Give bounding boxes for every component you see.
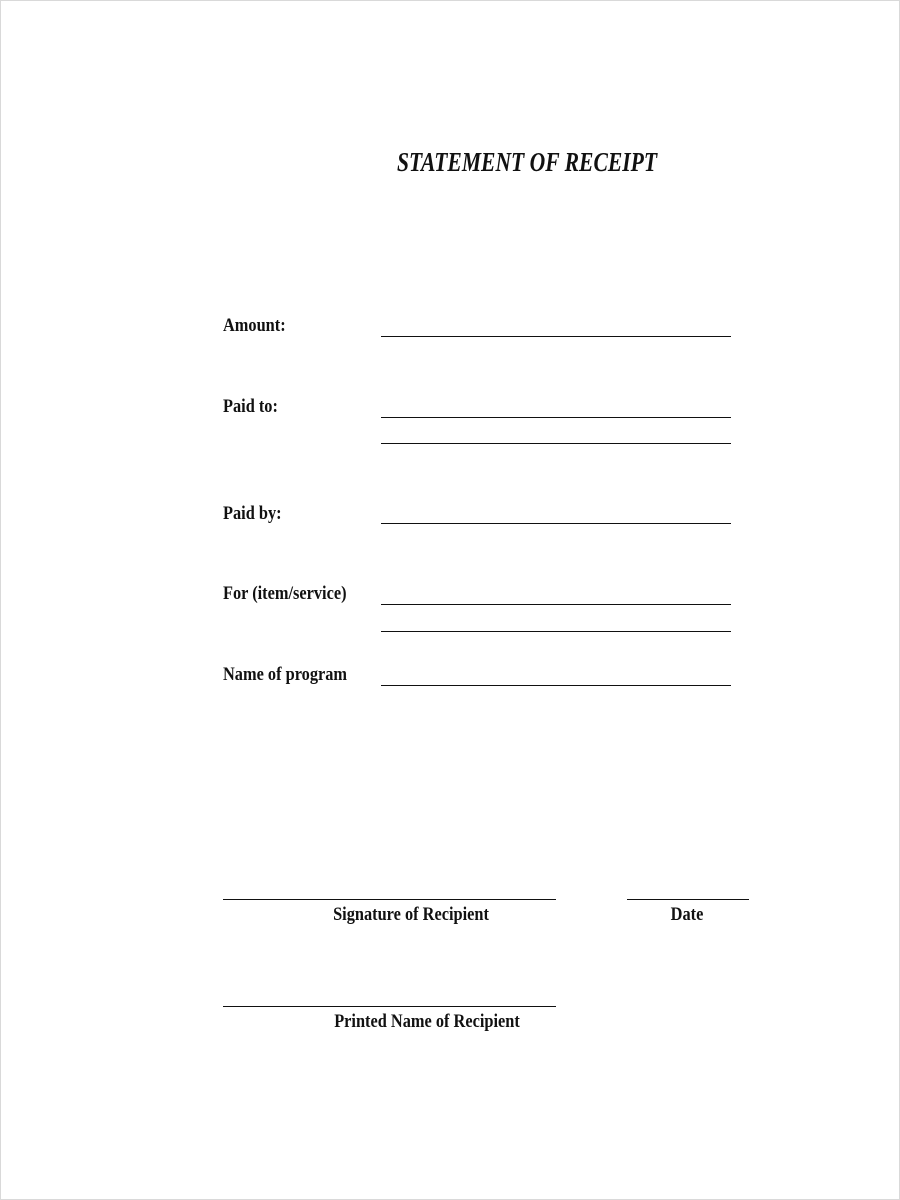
amount-label: Amount: [223,315,286,336]
signature-line [223,899,556,900]
program-line [381,685,731,686]
date-caption: Date [670,904,704,925]
paid-to-label: Paid to: [223,396,278,417]
paid-by-line [381,523,731,524]
for-item-label: For (item/service) [223,583,347,604]
program-label: Name of program [223,664,348,685]
printed-name-line [223,1006,556,1007]
paid-to-line-1 [381,417,731,418]
for-item-line-1 [381,604,731,605]
amount-line [381,336,731,337]
page-title: STATEMENT OF RECEIPT [397,147,658,177]
date-line [627,899,749,900]
signature-caption: Signature of Recipient [333,904,489,925]
printed-name-caption: Printed Name of Recipient [334,1011,520,1032]
paid-to-line-2 [381,443,731,444]
for-item-line-2 [381,631,731,632]
title-container [397,147,682,181]
paid-by-label: Paid by: [223,503,282,524]
